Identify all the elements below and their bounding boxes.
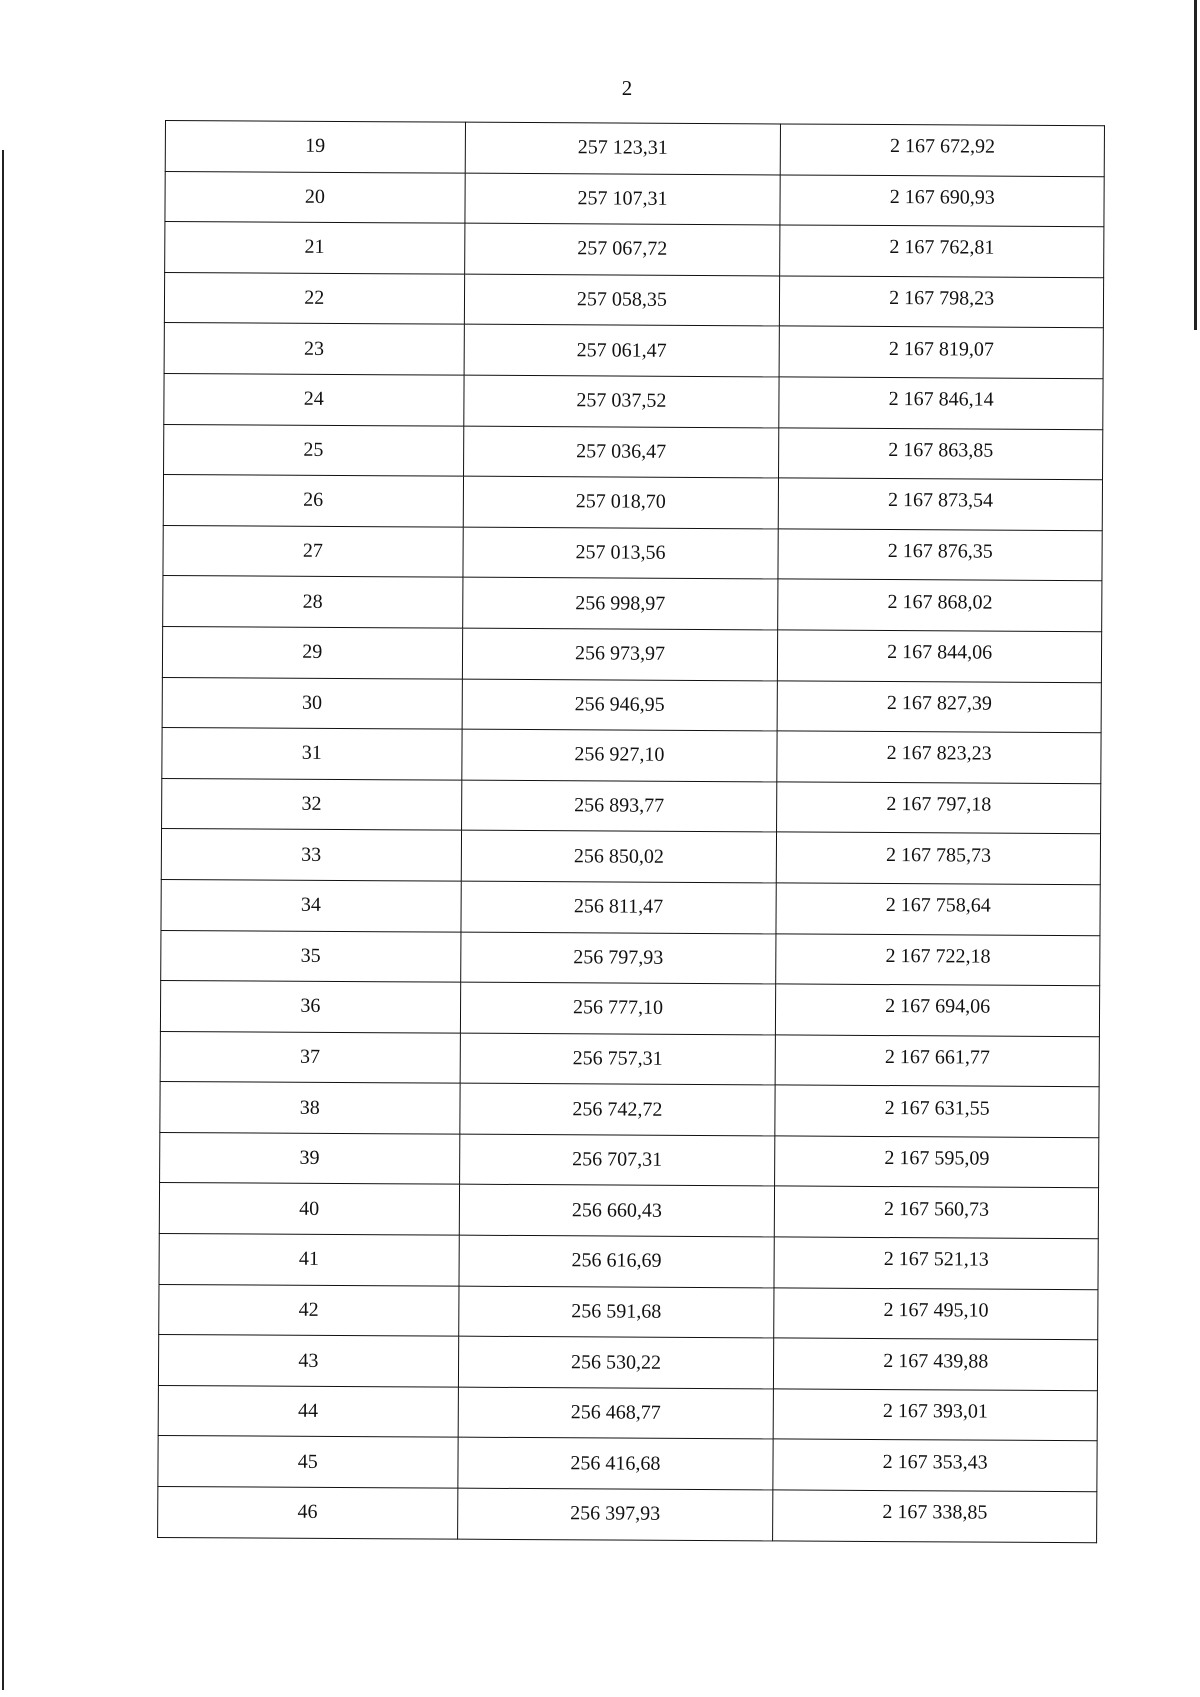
y-coordinate-value: 2 167 595,09 bbox=[884, 1147, 990, 1170]
y-coordinate-cell bbox=[775, 1186, 1099, 1238]
point-number-cell bbox=[162, 626, 462, 678]
y-coordinate-cell bbox=[776, 933, 1100, 985]
x-coordinate-cell bbox=[463, 426, 779, 478]
point-number-value: 28 bbox=[302, 590, 323, 613]
x-coordinate-cell bbox=[462, 628, 778, 680]
y-coordinate-cell bbox=[779, 326, 1103, 378]
x-coordinate-cell bbox=[457, 1438, 773, 1490]
table-row bbox=[159, 1183, 1098, 1239]
x-coordinate-value: 256 893,77 bbox=[574, 794, 665, 817]
y-coordinate-value: 2 167 690,93 bbox=[889, 185, 995, 209]
x-coordinate-cell bbox=[463, 375, 779, 427]
y-coordinate-value: 2 167 353,43 bbox=[882, 1450, 988, 1474]
y-coordinate-value: 2 167 762,81 bbox=[889, 236, 995, 260]
x-coordinate-cell bbox=[465, 122, 781, 174]
point-number-cell bbox=[159, 1284, 459, 1336]
table-row bbox=[165, 222, 1104, 278]
table-row bbox=[160, 1031, 1099, 1087]
y-coordinate-cell bbox=[776, 883, 1100, 935]
y-coordinate-value: 2 167 876,35 bbox=[887, 540, 993, 563]
x-coordinate-value: 256 397,93 bbox=[570, 1502, 661, 1526]
y-coordinate-cell bbox=[778, 579, 1102, 631]
point-number-cell bbox=[164, 272, 464, 324]
point-number-value: 46 bbox=[297, 1501, 318, 1524]
coordinates-table-body bbox=[158, 121, 1105, 1543]
y-coordinate-cell bbox=[774, 1338, 1098, 1390]
table-row bbox=[165, 171, 1104, 227]
point-number-value: 37 bbox=[300, 1045, 321, 1068]
y-coordinate-cell bbox=[773, 1490, 1097, 1542]
y-coordinate-cell bbox=[778, 630, 1102, 682]
point-number-value: 35 bbox=[300, 944, 321, 967]
y-coordinate-cell bbox=[777, 680, 1101, 732]
x-coordinate-value: 257 067,72 bbox=[577, 237, 668, 261]
x-coordinate-cell bbox=[457, 1488, 773, 1540]
y-coordinate-value: 2 167 819,07 bbox=[888, 337, 994, 361]
x-coordinate-cell bbox=[464, 274, 780, 326]
y-coordinate-value: 2 167 863,85 bbox=[888, 438, 994, 462]
y-coordinate-cell bbox=[775, 1035, 1099, 1087]
point-number-cell bbox=[159, 1183, 459, 1235]
point-number-value: 34 bbox=[300, 893, 321, 917]
x-coordinate-cell bbox=[461, 830, 777, 882]
point-number-cell bbox=[163, 525, 463, 577]
y-coordinate-cell bbox=[776, 984, 1100, 1036]
x-coordinate-value: 256 777,10 bbox=[572, 996, 664, 1020]
table-row bbox=[164, 323, 1103, 379]
y-coordinate-cell bbox=[775, 1085, 1099, 1137]
y-coordinate-value: 2 167 393,01 bbox=[882, 1400, 989, 1423]
y-coordinate-value: 2 167 722,18 bbox=[885, 944, 991, 968]
x-coordinate-value: 256 927,10 bbox=[574, 743, 665, 767]
point-number-cell bbox=[160, 1082, 460, 1134]
y-coordinate-cell bbox=[779, 478, 1103, 530]
table-row bbox=[160, 1132, 1099, 1188]
point-number-value: 43 bbox=[298, 1349, 319, 1372]
x-coordinate-cell bbox=[461, 780, 777, 832]
y-coordinate-value: 2 167 521,13 bbox=[883, 1248, 989, 1271]
y-coordinate-cell bbox=[777, 782, 1101, 834]
x-coordinate-cell bbox=[459, 1083, 775, 1135]
point-number-value: 44 bbox=[298, 1399, 319, 1423]
y-coordinate-cell bbox=[778, 529, 1102, 581]
y-coordinate-value: 2 167 798,23 bbox=[889, 287, 995, 310]
x-coordinate-value: 256 850,02 bbox=[573, 844, 664, 868]
point-number-cell bbox=[161, 879, 461, 931]
table-row bbox=[163, 576, 1102, 632]
point-number-cell bbox=[164, 373, 464, 425]
x-coordinate-value: 256 616,69 bbox=[571, 1249, 662, 1273]
x-coordinate-value: 256 660,43 bbox=[571, 1199, 662, 1222]
x-coordinate-cell bbox=[465, 173, 781, 225]
y-coordinate-value: 2 167 661,77 bbox=[884, 1046, 990, 1069]
x-coordinate-value: 257 013,56 bbox=[575, 541, 666, 564]
table-row bbox=[159, 1234, 1098, 1290]
y-coordinate-value: 2 167 694,06 bbox=[885, 995, 991, 1019]
point-number-value: 27 bbox=[302, 539, 323, 562]
x-coordinate-cell bbox=[460, 1033, 776, 1085]
y-coordinate-value: 2 167 560,73 bbox=[884, 1197, 990, 1221]
x-coordinate-value: 257 107,31 bbox=[577, 187, 668, 210]
x-coordinate-cell bbox=[460, 932, 776, 984]
x-coordinate-value: 257 058,35 bbox=[576, 288, 668, 311]
y-coordinate-cell bbox=[779, 377, 1103, 429]
point-number-value: 25 bbox=[303, 438, 324, 461]
point-number-value: 20 bbox=[304, 185, 325, 208]
table-row bbox=[165, 121, 1104, 177]
point-number-cell bbox=[159, 1234, 459, 1286]
y-coordinate-cell bbox=[777, 731, 1101, 783]
y-coordinate-value: 2 167 439,88 bbox=[883, 1349, 989, 1373]
table-row bbox=[158, 1487, 1097, 1543]
point-number-value: 39 bbox=[299, 1146, 320, 1170]
x-coordinate-cell bbox=[458, 1336, 774, 1388]
table-row bbox=[164, 424, 1103, 480]
y-coordinate-cell bbox=[780, 276, 1104, 328]
y-coordinate-cell bbox=[773, 1389, 1097, 1441]
point-number-value: 38 bbox=[299, 1096, 320, 1119]
point-number-value: 26 bbox=[303, 489, 324, 512]
y-coordinate-value: 2 167 827,39 bbox=[886, 691, 992, 715]
table-row bbox=[163, 525, 1102, 581]
table-row bbox=[163, 475, 1102, 531]
point-number-cell bbox=[160, 981, 460, 1033]
point-number-cell bbox=[162, 677, 462, 729]
x-coordinate-value: 257 123,31 bbox=[577, 136, 668, 160]
point-number-cell bbox=[158, 1335, 458, 1387]
y-coordinate-value: 2 167 338,85 bbox=[882, 1501, 988, 1524]
x-coordinate-cell bbox=[458, 1286, 774, 1338]
point-number-cell bbox=[160, 1132, 460, 1184]
x-coordinate-value: 257 037,52 bbox=[576, 389, 667, 413]
x-coordinate-cell bbox=[459, 1185, 775, 1237]
table-row bbox=[164, 272, 1103, 328]
scan-border-left bbox=[2, 150, 4, 1690]
x-coordinate-cell bbox=[463, 527, 779, 579]
x-coordinate-value: 256 998,97 bbox=[575, 591, 666, 615]
point-number-cell bbox=[160, 1031, 460, 1083]
table-row bbox=[159, 1284, 1098, 1340]
x-coordinate-cell bbox=[464, 223, 780, 275]
point-number-cell bbox=[158, 1385, 458, 1437]
point-number-value: 31 bbox=[301, 742, 322, 765]
point-number-cell bbox=[162, 728, 462, 780]
y-coordinate-value: 2 167 823,23 bbox=[886, 742, 992, 766]
point-number-value: 33 bbox=[301, 843, 322, 866]
x-coordinate-value: 256 742,72 bbox=[572, 1097, 663, 1121]
x-coordinate-cell bbox=[460, 982, 776, 1034]
x-coordinate-cell bbox=[462, 679, 778, 731]
table-row bbox=[162, 677, 1101, 733]
y-coordinate-cell bbox=[773, 1439, 1097, 1491]
point-number-cell bbox=[162, 778, 462, 830]
point-number-cell bbox=[163, 475, 463, 527]
x-coordinate-value: 256 468,77 bbox=[570, 1401, 661, 1424]
table-row bbox=[160, 1082, 1099, 1138]
point-number-cell bbox=[158, 1436, 458, 1488]
y-coordinate-cell bbox=[774, 1288, 1098, 1340]
y-coordinate-value: 2 167 785,73 bbox=[886, 843, 992, 867]
table-row bbox=[161, 930, 1100, 986]
x-coordinate-cell bbox=[459, 1134, 775, 1186]
x-coordinate-cell bbox=[461, 729, 777, 781]
y-coordinate-value: 2 167 844,06 bbox=[887, 641, 993, 664]
x-coordinate-value: 256 530,22 bbox=[570, 1350, 662, 1374]
point-number-cell bbox=[165, 222, 465, 274]
point-number-value: 42 bbox=[298, 1298, 319, 1321]
point-number-value: 19 bbox=[305, 135, 326, 158]
x-coordinate-value: 257 018,70 bbox=[575, 490, 666, 514]
point-number-value: 30 bbox=[301, 691, 323, 714]
point-number-value: 40 bbox=[299, 1197, 320, 1220]
x-coordinate-value: 256 797,93 bbox=[573, 946, 664, 969]
x-coordinate-value: 256 946,95 bbox=[574, 693, 665, 716]
x-coordinate-cell bbox=[462, 578, 778, 630]
y-coordinate-value: 2 167 846,14 bbox=[888, 388, 994, 411]
y-coordinate-cell bbox=[775, 1136, 1099, 1188]
x-coordinate-cell bbox=[461, 881, 777, 933]
y-coordinate-cell bbox=[774, 1237, 1098, 1289]
point-number-value: 24 bbox=[303, 388, 324, 411]
point-number-value: 21 bbox=[304, 236, 325, 259]
point-number-value: 22 bbox=[304, 286, 325, 309]
y-coordinate-cell bbox=[781, 124, 1105, 176]
y-coordinate-cell bbox=[780, 225, 1104, 277]
scan-border-right bbox=[1194, 0, 1197, 330]
table-row bbox=[158, 1436, 1097, 1492]
point-number-value: 36 bbox=[300, 995, 321, 1018]
point-number-cell bbox=[165, 121, 465, 173]
table-row bbox=[164, 373, 1103, 429]
point-number-cell bbox=[164, 424, 464, 476]
point-number-value: 41 bbox=[298, 1248, 319, 1271]
point-number-cell bbox=[165, 171, 465, 223]
x-coordinate-value: 257 036,47 bbox=[576, 440, 667, 463]
y-coordinate-value: 2 167 797,18 bbox=[886, 793, 992, 816]
x-coordinate-value: 256 757,31 bbox=[572, 1047, 663, 1070]
x-coordinate-value: 256 973,97 bbox=[574, 642, 666, 666]
point-number-value: 29 bbox=[302, 641, 323, 664]
point-number-value: 32 bbox=[301, 792, 322, 815]
table-row bbox=[162, 778, 1101, 834]
point-number-cell bbox=[163, 576, 463, 628]
y-coordinate-value: 2 167 631,55 bbox=[884, 1096, 990, 1120]
x-coordinate-cell bbox=[463, 476, 779, 528]
x-coordinate-cell bbox=[459, 1235, 775, 1287]
point-number-cell bbox=[158, 1487, 458, 1539]
x-coordinate-value: 257 061,47 bbox=[576, 338, 667, 362]
y-coordinate-cell bbox=[780, 175, 1104, 227]
y-coordinate-value: 2 167 672,92 bbox=[889, 135, 996, 158]
table-row bbox=[158, 1335, 1097, 1391]
point-number-cell bbox=[161, 930, 461, 982]
y-coordinate-value: 2 167 758,64 bbox=[885, 894, 991, 917]
page-number: 2 bbox=[621, 76, 633, 100]
x-coordinate-cell bbox=[458, 1387, 774, 1439]
x-coordinate-value: 256 591,68 bbox=[571, 1300, 662, 1323]
x-coordinate-value: 256 707,31 bbox=[572, 1148, 663, 1171]
table-row bbox=[160, 981, 1099, 1037]
y-coordinate-value: 2 167 873,54 bbox=[887, 489, 994, 513]
point-number-cell bbox=[164, 323, 464, 375]
y-coordinate-value: 2 167 868,02 bbox=[887, 590, 993, 614]
table-row bbox=[162, 626, 1101, 682]
table-row bbox=[158, 1385, 1097, 1441]
x-coordinate-cell bbox=[464, 325, 780, 377]
table-row bbox=[161, 879, 1100, 935]
table-row bbox=[161, 829, 1100, 885]
table-row bbox=[162, 728, 1101, 784]
y-coordinate-cell bbox=[777, 832, 1101, 884]
point-number-cell bbox=[161, 829, 461, 881]
coordinates-table bbox=[157, 120, 1105, 1543]
point-number-value: 23 bbox=[303, 337, 325, 360]
y-coordinate-value: 2 167 495,10 bbox=[883, 1298, 989, 1322]
x-coordinate-value: 256 811,47 bbox=[573, 895, 664, 918]
point-number-value: 45 bbox=[297, 1450, 318, 1473]
x-coordinate-value: 256 416,68 bbox=[570, 1452, 661, 1475]
y-coordinate-cell bbox=[779, 427, 1103, 479]
